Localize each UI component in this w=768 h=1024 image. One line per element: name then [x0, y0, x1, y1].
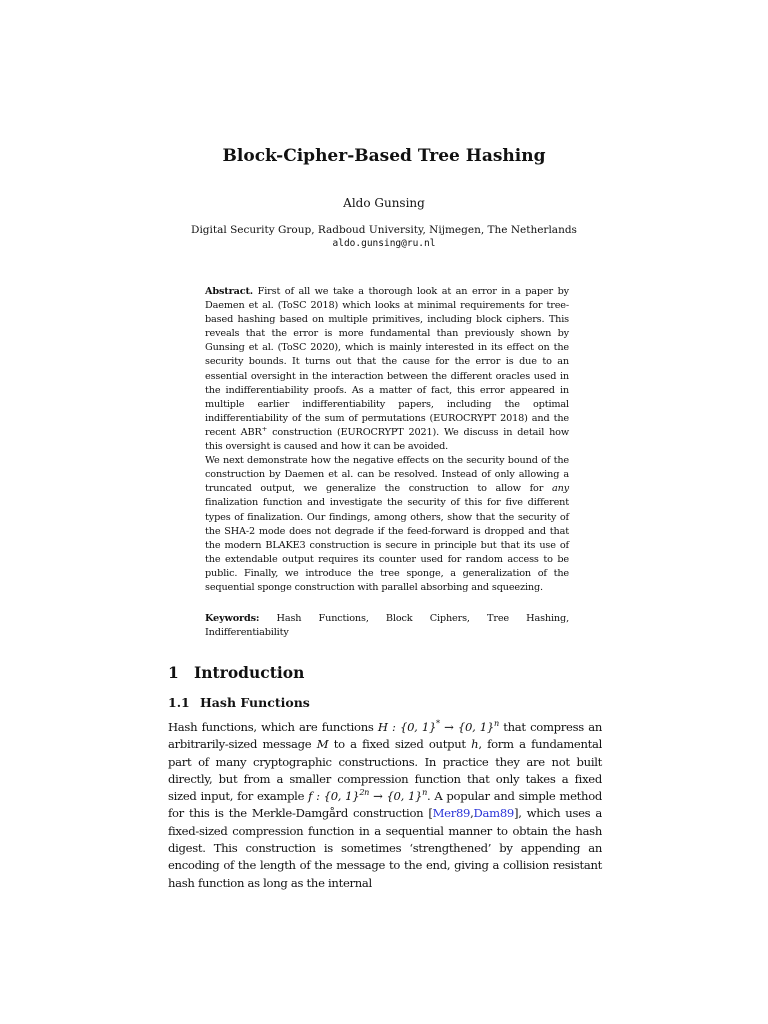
- abstract: [205, 285, 569, 595]
- section-title: Introduction: [194, 663, 305, 682]
- citation-separator: ,: [470, 806, 474, 821]
- subsection-heading: [168, 695, 310, 710]
- keywords: [205, 612, 569, 640]
- math-compression-signature: [308, 789, 427, 803]
- keywords-label: Keywords:: [205, 613, 260, 624]
- body-text: Hash functions, which are functions: [168, 720, 378, 734]
- body-text: that compress an arbitrarily-sized message: [168, 720, 602, 752]
- abstract-text-1-tail: construction (EUROCRYPT 2021). We discuss in detail how this oversight is caused and how it can be avoided.: [205, 426, 569, 453]
- paper-title: Block-Cipher-Based Tree Hashing: [222, 146, 546, 166]
- abstract-label: Abstract.: [205, 286, 253, 297]
- math-text: f : {0, 1}: [308, 789, 360, 804]
- body-text: , form a fundamental part of many cryptographic constructions. In practice they are not built directly, but from a smaller compression function that only takes a fixed sized input, for example: [168, 737, 602, 804]
- author-name: Aldo Gunsing: [343, 196, 425, 210]
- abstract-text-2a: We next demonstrate how the negative effects on the security bound of the construction by Daemen et al. can be resolved. Instead of only allowing a truncated output, we generalize the construction to allow for: [205, 455, 569, 495]
- body-text: ], which uses a fixed-sized compression function in a sequential manner to obtain the hash digest. This construction is sometimes ‘strengthened’ by appending an encoding of the length of the message to the end, giving a collision resistant hash function as long as the internal: [168, 806, 602, 890]
- body-text: . A popular and simple method for this is the Merkle-Damgård construction [: [168, 789, 602, 821]
- affiliation: Digital Security Group, Radboud University, Nijmegen, The Netherlands: [191, 224, 577, 236]
- abstract-text-1: First of all we take a thorough look at an error in a paper by Daemen et al. (ToSC 2018) which looks at minimal requirements for tree-based hashing based on multiple primitives, including block ciphers. This reveals that the error is more fundamental than previously shown by Gunsing et al. (ToSC 2020), which is mainly interested in its effect on the security bounds. It turns out that the cause for the error is due to an essential oversight in the interaction between the different oracles used in the indifferentiability proofs. As a matter of fact, this error appeared in multiple earlier indifferentiability papers, including the optimal indifferentiability of the sum of permutations (EUROCRYPT 2018) and the recent ABR: [205, 286, 569, 438]
- author-email[interactable]: aldo.gunsing@ru.nl: [332, 238, 436, 249]
- math-text: → {0, 1}: [439, 720, 494, 734]
- math-text: H : {0, 1}: [377, 720, 437, 734]
- citation-link-mer89[interactable]: Mer89: [432, 806, 471, 821]
- abstract-paragraph-2: [205, 454, 569, 595]
- subsection-number: 1.1: [168, 695, 190, 710]
- affiliation-block: [0, 223, 768, 251]
- abstract-paragraph-1: [205, 285, 569, 454]
- citation-link-dam89[interactable]: Dam89: [473, 806, 514, 821]
- math-text: → {0, 1}: [369, 789, 423, 804]
- math-message: M: [316, 737, 329, 752]
- math-sup: n: [493, 718, 499, 729]
- math-sup: n: [422, 787, 428, 798]
- body-paragraph: [168, 719, 602, 892]
- abstract-text-2b: finalization function and investigate the security of this for five different types of finalization. Our findings, among others, show that the security of the SHA-2 mode does not degrade if the feed-forward is dropped and that the modern BLAKE3 construction is secure in principle but that its use of the extendable output requires its counter used for random access to be public. Finally, we introduce the tree sponge, a generalization of the sequential sponge construction with parallel absorbing and squeezing.: [205, 497, 569, 593]
- math-sup: 2n: [359, 787, 370, 798]
- subsection-title: Hash Functions: [200, 695, 310, 710]
- section-number: 1: [168, 663, 179, 682]
- math-output: h: [471, 737, 479, 752]
- abr-superscript: +: [261, 424, 268, 433]
- keywords-text: Hash Functions, Block Ciphers, Tree Hashing, Indifferentiability: [205, 613, 569, 639]
- body-text: to a fixed sized output: [328, 737, 472, 752]
- math-hash-signature: [378, 720, 499, 734]
- math-sup: *: [436, 718, 440, 729]
- section-heading: [168, 663, 304, 682]
- abstract-emphasis: any: [551, 483, 569, 495]
